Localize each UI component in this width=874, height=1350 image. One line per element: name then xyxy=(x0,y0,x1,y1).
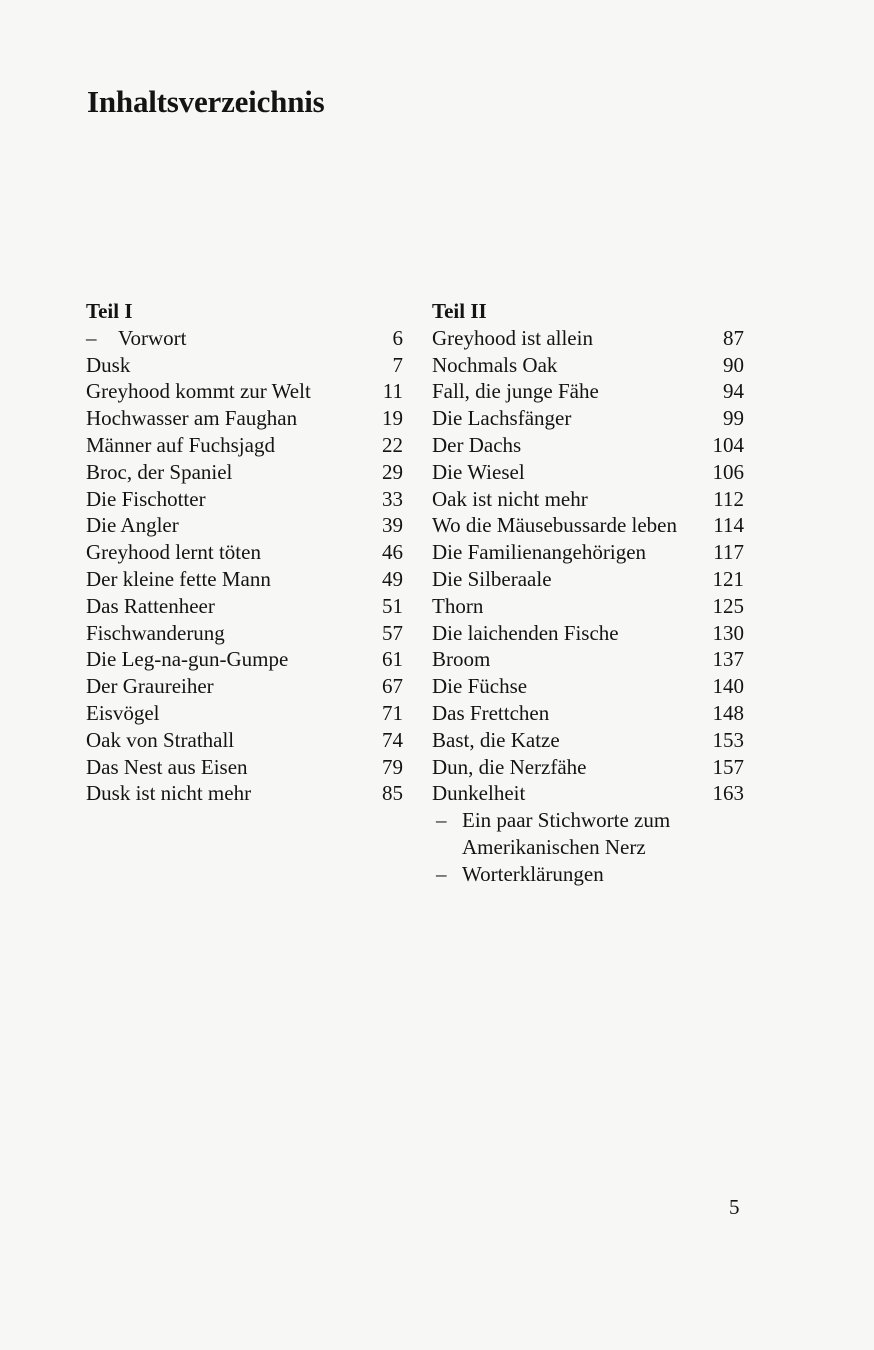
toc-entry-page: 33 xyxy=(382,486,403,511)
toc-entry xyxy=(86,754,403,781)
toc-entry-page: 157 xyxy=(712,754,744,779)
toc-entry xyxy=(86,620,403,647)
toc-entry-title: Dusk xyxy=(86,352,131,377)
toc-entry-page: 112 xyxy=(713,486,744,511)
toc-entry-page: 46 xyxy=(382,540,403,565)
toc-entry-title: Broc, der Spaniel xyxy=(86,459,233,484)
toc-entry-title: Wo die Mäusebussarde leben xyxy=(432,513,677,538)
toc-entry xyxy=(432,352,744,379)
toc-entry-title: Dun, die Nerzfähe xyxy=(432,754,587,779)
toc-entry-title: Eisvögel xyxy=(86,700,160,725)
dash-mark: – xyxy=(436,861,447,886)
toc-entry-page: 153 xyxy=(712,727,744,752)
toc-entry xyxy=(432,620,744,647)
toc-entry xyxy=(86,405,403,432)
toc-entry-title: Das Rattenheer xyxy=(86,593,215,618)
toc-entry-title: Die Angler xyxy=(86,513,179,538)
toc-entry-title-text: Vorwort xyxy=(118,325,187,350)
toc-entry-page: 57 xyxy=(382,620,403,645)
toc-entry xyxy=(432,512,744,539)
toc-entry-page: 11 xyxy=(382,379,403,404)
toc-entry-title: Die laichenden Fische xyxy=(432,620,619,645)
section-heading-part-1: Teil I xyxy=(86,299,133,323)
toc-entry-page: 163 xyxy=(712,781,744,806)
toc-entry xyxy=(86,727,403,754)
toc-entry-title: Nochmals Oak xyxy=(432,352,558,377)
toc-entry-page: 125 xyxy=(712,593,744,618)
toc-entry xyxy=(86,378,403,405)
toc-entry-title: Thorn xyxy=(432,593,484,618)
toc-entry-page: 71 xyxy=(382,700,403,725)
toc-entry-page: 22 xyxy=(382,432,403,457)
toc-entry-page: 29 xyxy=(382,459,403,484)
toc-entry-page: 90 xyxy=(723,352,744,377)
toc-entry-page: 74 xyxy=(382,727,403,752)
toc-entry-title: Das Frettchen xyxy=(432,700,550,725)
toc-entry xyxy=(86,352,403,379)
toc-entry-page: 6 xyxy=(392,325,403,350)
toc-entry-title: Der kleine fette Mann xyxy=(86,566,271,591)
section-heading-part-2: Teil II xyxy=(432,299,487,323)
toc-entry-title: Dunkelheit xyxy=(432,781,526,806)
toc-entry-page: 104 xyxy=(712,432,744,457)
toc-entry xyxy=(86,486,403,513)
toc-entry-page: 19 xyxy=(382,406,403,431)
toc-part-2 xyxy=(432,298,744,888)
toc-entry-title: Greyhood ist allein xyxy=(432,325,593,350)
toc-entry-title: Fall, die junge Fähe xyxy=(432,379,599,404)
toc-entry xyxy=(86,780,403,807)
toc-entry-title: Die Lachsfänger xyxy=(432,406,572,431)
toc-entry-page: 99 xyxy=(723,406,744,431)
toc-entry xyxy=(432,566,744,593)
toc-entry-title: Bast, die Katze xyxy=(432,727,560,752)
toc-entry xyxy=(432,673,744,700)
toc-entry-title: Die Silberaale xyxy=(432,566,552,591)
toc-entry-title: Der Graureiher xyxy=(86,674,214,699)
toc-entry-title: Fischwanderung xyxy=(86,620,225,645)
toc-entry-page: 117 xyxy=(713,540,744,565)
toc-entry xyxy=(86,432,403,459)
toc-entry-title: Die Familienangehörigen xyxy=(432,540,647,565)
toc-entry-title: Der Dachs xyxy=(432,432,522,457)
toc-entry xyxy=(432,459,744,486)
toc-entry-title: Oak ist nicht mehr xyxy=(432,486,588,511)
toc-entry xyxy=(86,673,403,700)
toc-entry-page: 61 xyxy=(382,647,403,672)
toc-entry-page: 87 xyxy=(723,325,744,350)
toc-entry-page: 148 xyxy=(712,700,744,725)
toc-entry xyxy=(86,512,403,539)
toc-entry-page: 137 xyxy=(712,647,744,672)
toc-entry-page: 51 xyxy=(382,593,403,618)
toc-entry-title: Greyhood lernt töten xyxy=(86,540,261,565)
toc-entry-title: Die Fischotter xyxy=(86,486,206,511)
toc-entry-page: 7 xyxy=(392,352,403,377)
toc-appendix-entry xyxy=(432,807,744,861)
page-title: Inhaltsverzeichnis xyxy=(87,84,325,119)
toc-entry-title: Das Nest aus Eisen xyxy=(86,754,248,779)
toc-entry xyxy=(86,700,403,727)
toc-entry xyxy=(432,754,744,781)
toc-entry-title: Die Wiesel xyxy=(432,459,525,484)
toc-entry xyxy=(432,780,744,807)
toc-entry-page: 106 xyxy=(712,459,744,484)
toc-entry-title: Dusk ist nicht mehr xyxy=(86,781,252,806)
toc-entry-page: 140 xyxy=(712,674,744,699)
toc-entry-page: 85 xyxy=(382,781,403,806)
toc-appendix-list xyxy=(432,807,744,887)
toc-entry xyxy=(86,646,403,673)
toc-appendix-entry xyxy=(432,861,744,888)
toc-entry xyxy=(86,566,403,593)
toc-entry-page: 130 xyxy=(712,620,744,645)
toc-entry-title: Broom xyxy=(432,647,491,672)
toc-entry xyxy=(432,378,744,405)
dash-mark: – xyxy=(436,808,447,833)
toc-entry-page: 94 xyxy=(723,379,744,404)
dash-mark: – xyxy=(86,325,97,350)
toc-entry-page: 121 xyxy=(712,566,744,591)
toc-entry xyxy=(432,432,744,459)
toc-entry xyxy=(86,593,403,620)
toc-entry xyxy=(432,486,744,513)
toc-entry xyxy=(432,405,744,432)
page-number: 5 xyxy=(729,1195,740,1219)
toc-entry-title: Hochwasser am Faughan xyxy=(86,406,298,431)
toc-entry-page: 39 xyxy=(382,513,403,538)
toc-entry-page: 67 xyxy=(382,674,403,699)
toc-entry xyxy=(432,700,744,727)
toc-entry xyxy=(86,459,403,486)
toc-entry-page: 49 xyxy=(382,566,403,591)
toc-list-part-2 xyxy=(432,325,744,807)
toc-entry-title: Die Leg-na-gun-Gumpe xyxy=(86,647,289,672)
toc-entry xyxy=(432,646,744,673)
toc-entry-title: Greyhood kommt zur Welt xyxy=(86,379,311,404)
toc-part-1 xyxy=(86,298,403,807)
toc-appendix-title: Worterklärungen xyxy=(462,861,604,886)
toc-entry xyxy=(432,539,744,566)
toc-entry-page: 114 xyxy=(713,513,744,538)
toc-appendix-title: Ein paar Stichworte zum Amerikanischen Nerz xyxy=(462,808,671,859)
toc-entry-preface xyxy=(86,325,403,352)
toc-entry-page: 79 xyxy=(382,754,403,779)
toc-entry-title: Oak von Strathall xyxy=(86,727,235,752)
toc-entry xyxy=(86,539,403,566)
toc-entry xyxy=(432,325,744,352)
toc-entry-title xyxy=(86,325,186,352)
toc-entry-title: Männer auf Fuchsjagd xyxy=(86,432,275,457)
toc-entry-title: Die Füchse xyxy=(432,674,528,699)
toc-entry xyxy=(432,727,744,754)
toc-entry xyxy=(432,593,744,620)
toc-list-part-1 xyxy=(86,352,403,808)
